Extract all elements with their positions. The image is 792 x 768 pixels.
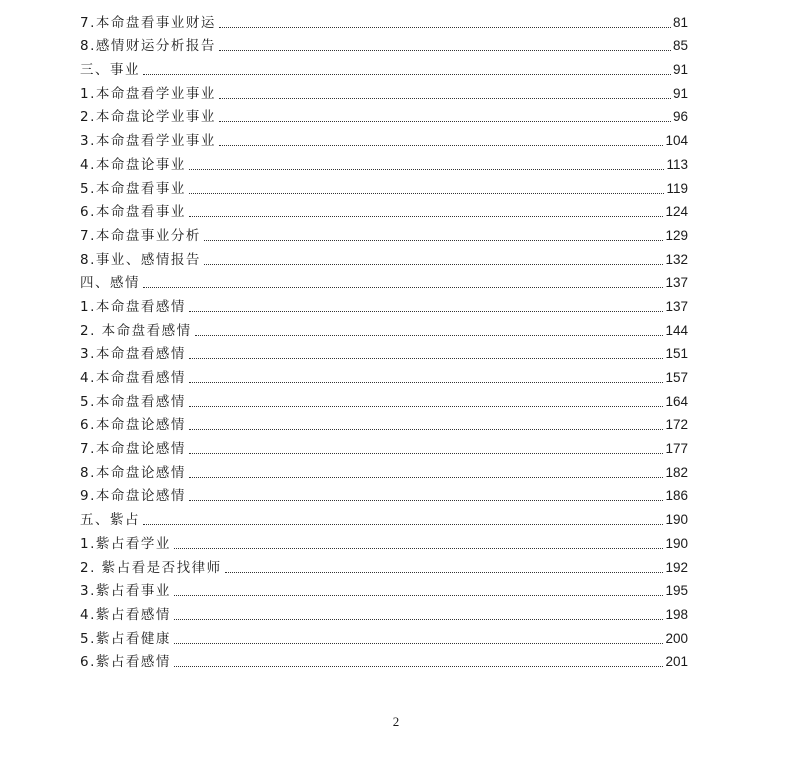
toc-entry[interactable] <box>80 482 688 506</box>
toc-entry-page-number: 157 <box>665 370 688 385</box>
dot-leader <box>204 240 664 241</box>
toc-entry-page-number: 192 <box>665 559 688 575</box>
toc-entry-title: 3.本命盘看学业事业 <box>80 133 216 150</box>
toc-entry[interactable] <box>80 32 688 56</box>
toc-entry[interactable] <box>80 624 688 648</box>
dot-leader <box>143 524 663 525</box>
toc-entry-page-number: 129 <box>665 227 688 243</box>
dot-leader <box>189 382 664 383</box>
toc-entry-title: 5.本命盘看感情 <box>80 393 186 410</box>
toc-entry-page-number: 190 <box>665 535 688 551</box>
toc-entry[interactable] <box>80 269 688 293</box>
dot-leader <box>174 619 664 620</box>
toc-entry-page-number: 113 <box>666 156 688 172</box>
toc-entry[interactable] <box>80 245 688 269</box>
toc-entry[interactable] <box>80 8 688 32</box>
dot-leader <box>174 548 664 549</box>
dot-leader <box>189 311 664 312</box>
toc-entry-page-number: 132 <box>665 251 688 267</box>
toc-entry-title: 8.事业、感情报告 <box>80 251 201 268</box>
toc-entry[interactable] <box>80 103 688 127</box>
dot-leader <box>174 643 664 644</box>
toc-entry-title: 4.紫占看感情 <box>80 606 171 623</box>
toc-entry-title: 2. 紫占看是否找律师 <box>80 559 222 576</box>
dot-leader <box>195 335 664 336</box>
toc-entry[interactable] <box>80 529 688 553</box>
table-of-contents <box>80 8 688 671</box>
dot-leader <box>189 500 664 501</box>
dot-leader <box>189 429 664 430</box>
dot-leader <box>174 666 664 667</box>
toc-entry-title: 1.本命盘看学业事业 <box>80 85 216 102</box>
toc-entry[interactable] <box>80 340 688 364</box>
toc-entry-page-number: 164 <box>665 393 688 409</box>
toc-entry[interactable] <box>80 505 688 529</box>
toc-entry-title: 3.本命盘看感情 <box>80 346 186 363</box>
toc-entry-page-number: 91 <box>672 62 688 78</box>
toc-entry[interactable] <box>80 198 688 222</box>
toc-entry-title: 6.紫占看感情 <box>80 654 171 671</box>
toc-entry-page-number: 91 <box>672 85 688 101</box>
toc-entry-page-number: 186 <box>665 488 688 504</box>
toc-entry-page-number: 172 <box>665 417 688 433</box>
toc-entry-page-number: 195 <box>665 583 688 599</box>
toc-entry[interactable] <box>80 316 688 340</box>
toc-entry-page-number: 119 <box>666 180 688 196</box>
dot-leader <box>219 50 671 51</box>
toc-entry-title: 7.本命盘论感情 <box>80 441 186 458</box>
toc-entry[interactable] <box>80 577 688 601</box>
toc-entry[interactable] <box>80 55 688 79</box>
dot-leader <box>174 595 664 596</box>
toc-entry[interactable] <box>80 292 688 316</box>
toc-entry-page-number: 144 <box>665 322 688 338</box>
toc-entry[interactable] <box>80 363 688 387</box>
toc-entry-title: 7.本命盘看事业财运 <box>80 14 216 31</box>
toc-entry-title: 2. 本命盘看感情 <box>80 322 192 339</box>
toc-entry-title: 四、感情 <box>80 275 140 292</box>
toc-entry[interactable] <box>80 458 688 482</box>
toc-entry-page-number: 201 <box>665 654 688 670</box>
toc-entry-title: 1.紫占看学业 <box>80 535 171 552</box>
toc-entry-title: 5.本命盘看事业 <box>80 180 186 197</box>
toc-entry-page-number: 96 <box>672 109 688 125</box>
toc-entry-page-number: 198 <box>665 606 688 622</box>
toc-entry-page-number: 85 <box>672 38 688 54</box>
toc-entry-title: 1.本命盘看感情 <box>80 298 186 315</box>
toc-entry[interactable] <box>80 221 688 245</box>
dot-leader <box>219 145 664 146</box>
toc-entry-title: 6.本命盘看事业 <box>80 204 186 221</box>
dot-leader <box>189 193 665 194</box>
page-number: 2 <box>392 714 400 729</box>
dot-leader <box>189 477 664 478</box>
dot-leader <box>189 406 664 407</box>
dot-leader <box>219 98 671 99</box>
toc-entry-page-number: 137 <box>665 298 688 314</box>
dot-leader <box>143 74 671 75</box>
toc-entry[interactable] <box>80 648 688 672</box>
toc-entry-page-number: 190 <box>665 512 688 528</box>
toc-entry[interactable] <box>80 411 688 435</box>
dot-leader <box>189 453 664 454</box>
dot-leader <box>189 358 664 359</box>
toc-entry[interactable] <box>80 174 688 198</box>
toc-entry[interactable] <box>80 434 688 458</box>
toc-entry[interactable] <box>80 553 688 577</box>
toc-entry[interactable] <box>80 600 688 624</box>
toc-entry-title: 8.本命盘论感情 <box>80 464 186 481</box>
toc-entry-title: 9.本命盘论感情 <box>80 488 186 505</box>
toc-entry-page-number: 124 <box>665 204 688 220</box>
dot-leader <box>189 169 665 170</box>
toc-entry-title: 3.紫占看事业 <box>80 583 171 600</box>
toc-entry-title: 7.本命盘事业分析 <box>80 227 201 244</box>
toc-entry-title: 2.本命盘论学业事业 <box>80 109 216 126</box>
toc-entry-title: 4.本命盘看感情 <box>80 370 186 386</box>
toc-entry[interactable] <box>80 150 688 174</box>
dot-leader <box>143 287 663 288</box>
toc-entry-page-number: 182 <box>665 464 688 480</box>
dot-leader <box>219 27 671 28</box>
toc-entry-title: 五、紫占 <box>80 512 140 529</box>
toc-entry-title: 三、事业 <box>80 62 140 79</box>
toc-entry-page-number: 104 <box>665 133 688 149</box>
dot-leader <box>225 572 664 573</box>
toc-entry-title: 8.感情财运分析报告 <box>80 38 216 55</box>
toc-entry[interactable] <box>80 387 688 411</box>
toc-entry-page-number: 151 <box>665 346 688 362</box>
toc-entry-title: 5.紫占看健康 <box>80 630 171 647</box>
toc-entry-page-number: 137 <box>665 275 688 291</box>
dot-leader <box>219 121 671 122</box>
toc-entry-page-number: 200 <box>665 630 688 646</box>
toc-entry-title: 6.本命盘论感情 <box>80 417 186 434</box>
dot-leader <box>189 216 664 217</box>
toc-entry-title: 4.本命盘论事业 <box>80 156 186 173</box>
toc-entry[interactable] <box>80 126 688 150</box>
dot-leader <box>204 264 664 265</box>
toc-entry-page-number: 177 <box>665 441 688 457</box>
toc-entry-page-number: 81 <box>672 14 688 30</box>
toc-entry[interactable] <box>80 79 688 103</box>
